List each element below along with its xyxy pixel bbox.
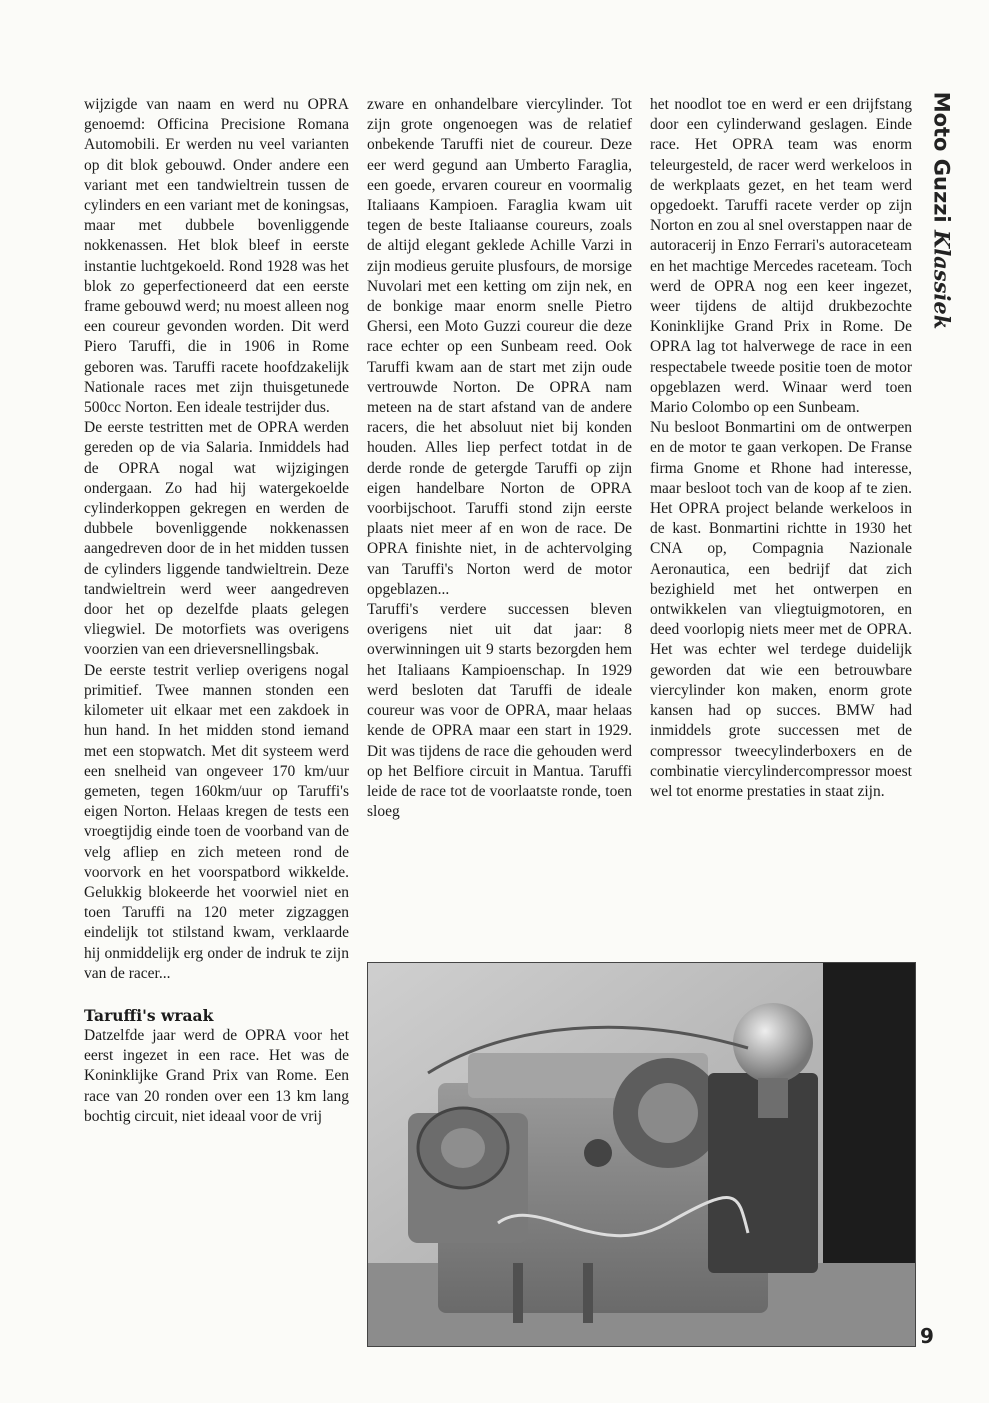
paragraph: De eerste testritten met de OPRA werden gereden op de via Salaria. Inmiddels had de OPRA nogal wat wijzigingen ondergaan. Zo had hij watergekoelde cylinderkoppen gekregen en werden de dubbele bovenliggende nokkenassen aangedreven door de in het midden tussen de cylinders liggende tandwieltrein. Deze tandwieltrein werd weer aangedreven door het op dezelfde plaats gelegen vliegwiel. De motorfiets was overigens voorzien van een drieversnellingsbak.: [84, 419, 349, 659]
paragraph: Taruffi's verdere successen bleven overigens niet uit dat jaar: 8 overwinningen uit 9 starts bezorgden hem het Italiaans Kampioenschap. In 1929 werd besloten dat Taruffi de ideale coureur was voor de OPRA, maar helaas kende de OPRA maar een start in 1929. Dit was tijdens de race die gehouden werd op het Belfiore circuit in Mantua. Taruffi leide de race tot de voorlaatste ronde, toen sloeg: [367, 601, 632, 821]
section-heading: Taruffi's wraak: [84, 1005, 214, 1025]
paragraph: wijzigde van naam en werd nu OPRA genoemd: Officina Precisione Romana Automobili. Er werden nu veel varianten op dit blok gebouwd. Onder andere een variant met een tandwieltrein tussen de cylinders en een variant met de koningsas, maar met dubbele bovenliggende nokkenassen. Het blok bleef in eerste instantie luchtgekoeld. Rond 1928 was het blok zo geperfectioneerd dat een eerste frame gebouwd werd; nu moest alleen nog een coureur gevonden worden. Dit werd Piero Taruffi, die in 1906 in Rome geboren was. Taruffi racete hoofdzakelijk Nationale races met zijn thuisgetunede 500cc Norton. Een ideale testrijder dus.: [84, 96, 349, 417]
engine-photo: [367, 962, 916, 1347]
paragraph: zware en onhandelbare viercylinder. Tot zijn grote ongenoegen was de relatief onbekende Taruffi niet de coureur. Deze eer werd gegund aan Umberto Faraglia, een goede, ervaren coureur en voormalig Italiaans Kampioen. Faraglia kwam uit tegen de beste Italiaanse coureurs, zoals de altijd elegant geklede Achille Varzi in zijn modieus geruite plusfours, de morsige Nuvolari met een ketting om zijn nek, en de bonkige maar enorm snelle Pietro Ghersi, een Moto Guzzi coureur die deze race echter op een Sunbeam reed. Ook Taruffi kwam aan de start met zijn oude vertrouwde Norton. De OPRA nam meteen na de start afstand van de andere racers, die het absoluut niet bij konden houden. Alles liep perfect totdat in de derde ronde de getergde Taruffi op zijn eigen handelbare Norton de OPRA voorbijschoot. Taruffi stond zijn eerste plaats niet meer af en won de race. De OPRA finishte niet, in de achtervolging van Taruffi's Norton werd de motor opgeblazen...: [367, 96, 632, 598]
side-title-brand: Moto Guzzi: [929, 91, 954, 223]
side-title-italic: Klassiek: [929, 229, 955, 330]
text-column-3: [650, 95, 912, 802]
text-column-1: [84, 95, 349, 1127]
paragraph: het noodlot toe en werd er een drijfstang door een cylinderwand geslagen. Einde race. Het OPRA team was enorm teleurgesteld, de racer werd werkeloos in de werkplaats gezet, en het team werd opgedoekt. Taruffi racete verder op zijn Norton en zou al snel overstappen naar de autoracerij in Enzo Ferrari's autoraceteam en het machtige Mercedes raceteam. Toch werd de OPRA nog een keer ingezet, weer tijdens de altijd drukbezochte Koninklijke Grand Prix in Rome. De OPRA lag tot halverwege de race in een respectabele tweede positie toen de motor opgeblazen werd. Winaar werd toen Mario Colombo op een Sunbeam.: [650, 96, 912, 417]
paragraph: De eerste testrit verliep overigens nogal primitief. Twee mannen stonden een kilometer uit elkaar met een zakdoek in hun hand. In het midden stond iemand met een stopwatch. Met dit systeem werd een snelheid van ongeveer 170 km/uur gemeten, tegen 160km/uur op Taruffi's eigen Norton. Helaas kregen de tests een vroegtijdig einde toen de voorband van de velg afliep en zich meteen rond de voorvork en het voorspatbord wikkelde. Gelukkig blokeerde het voorwiel niet en toen Taruffi na 120 meter zigzaggen eindelijk tot stilstand kwam, verklaarde hij onmiddelijk erg onder de indruk te zijn van de racer...: [84, 661, 349, 982]
text-column-2: [367, 95, 632, 822]
paragraph: Datzelfde jaar werd de OPRA voor het eerst ingezet in een race. Het was de Koninklijke Grand Prix van Rome. Een race van 20 ronden over een 13 km lang bochtig circuit, niet ideaal voor de vrij: [84, 1026, 349, 1125]
page-number: 9: [920, 1324, 934, 1348]
paragraph: Nu besloot Bonmartini om de ontwerpen en de motor te gaan verkopen. De Franse firma Gnome et Rhone had interesse, maar besloot toch van de koop af te zien. Het OPRA project belande werkeloos in de kast. Bonmartini richtte in 1930 het CNA op, Compagnia Nazionale Aeronautica, een bedrijf dat zich bezighield met het ontwerpen en ontwikkelen van vliegtuigmotoren, en deed voorlopig niets meer met de OPRA. Het was echter wel terdege duidelijk geworden dat wie een betrouwbare viercylinder kon maken, enorm grote kansen had op succes. BMW had inmiddels grote successen met de compressor tweecylinderboxers en de combinatie viercylindercompressor moest wel tot enorme prestaties in staat zijn.: [650, 419, 912, 800]
magazine-side-title: [922, 88, 962, 333]
